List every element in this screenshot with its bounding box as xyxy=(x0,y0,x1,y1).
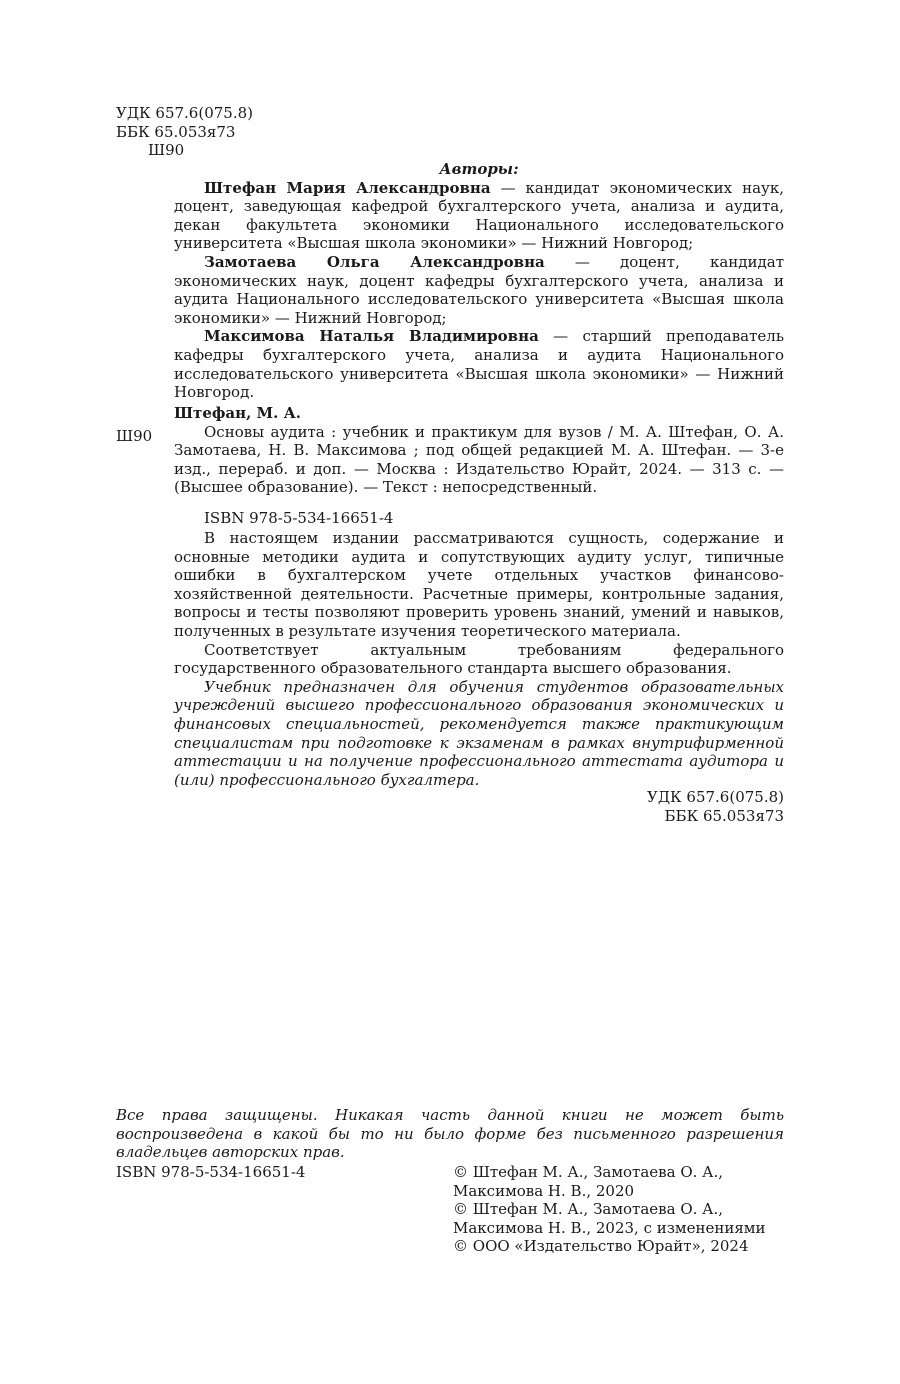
abstract-paragraph: Соответствует актуальным требованиям федерального государственного образовательного стандарта высшего образования. xyxy=(174,640,784,678)
bbk-code: ББК 65.053я73 xyxy=(116,122,236,141)
classification-block xyxy=(116,104,253,160)
author-mark: Ш90 xyxy=(148,141,185,160)
copyright-line: Максимова Н. В., 2023, с изменениями xyxy=(453,1218,766,1237)
bibliography-description: Основы аудита : учебник и практикум для вузов / М. А. Штефан, О. А. Замотаева, Н. В. Максимова ; под общей редакцией М. А. Штефан. — 3-е изд., перераб. и доп. — Москва : Издательство Юрайт, 2024. — 313 с. — (Высшее образование). — Текст : непосредственный. xyxy=(174,422,784,497)
bibliography-section xyxy=(174,404,784,528)
copyright-block xyxy=(453,1163,765,1256)
author-description: — доцент, кандидат экономических наук, доцент кафедры бухгалтерского учета, анализа и аудита Национального исследовательского университета «Высшая школа экономики» — Нижний Новгород; xyxy=(174,252,784,327)
author-name: Замотаева Ольга Александровна xyxy=(204,252,545,271)
author-entry xyxy=(174,253,784,327)
udk-code: УДК 657.6(075.8) xyxy=(116,104,253,122)
author-entry xyxy=(174,327,784,401)
copyright-line: © ООО «Издательство Юрайт», 2024 xyxy=(453,1237,749,1256)
bibliography-heading: Штефан, М. А. xyxy=(174,404,302,422)
author-name: Максимова Наталья Владимировна xyxy=(204,327,539,346)
copyright-line: © Штефан М. А., Замотаева О. А., xyxy=(453,1163,724,1181)
udk-code: УДК 657.6(075.8) xyxy=(647,788,784,806)
authors-heading: Авторы: xyxy=(439,160,519,178)
bibliography-author-mark: Ш90 xyxy=(116,427,153,445)
copyright-line: © Штефан М. А., Замотаева О. А., xyxy=(453,1200,724,1219)
footer-isbn: ISBN 978-5-534-16651-4 xyxy=(116,1163,306,1181)
author-name: Штефан Мария Александровна xyxy=(204,178,491,197)
abstract-section xyxy=(174,529,784,789)
copyright-line: Максимова Н. В., 2020 xyxy=(453,1181,635,1200)
rights-notice: Все права защищены. Никакая часть данной книги не может быть воспроизведена в какой бы то ни было форме без письменного разрешения владельцев авторских прав. xyxy=(116,1106,784,1162)
author-entry xyxy=(174,179,784,253)
abstract-audience: Учебник предназначен для обучения студентов образовательных учреждений высшего профессионального образования экономических и финансовых специальностей, рекомендуется также практикующим специалистам при подготовке к экзаменам в рамках внутрифирменной аттестации и на получение профессионального аттестата аудитора и (или) профессионального бухгалтера. xyxy=(174,677,784,789)
authors-section xyxy=(174,160,784,402)
abstract-paragraph: В настоящем издании рассматриваются сущность, содержание и основные методики аудита и сопутствующих аудиту услуг, типичные ошибки в бухгалтерском учете отдельных участков финансово-хозяйственной деятельности. Расчетные примеры, контрольные задания, вопросы и тесты позволяют проверить уровень знаний, умений и навыков, полученных в результате изучения теоретического материала. xyxy=(174,529,784,640)
author-description: — кандидат экономических наук, доцент, заведующая кафедрой бухгалтерского учета, анализа и аудита, декан факультета экономики Национального исследовательского университета «Высшая школа экономики» — Нижний Новгород; xyxy=(174,178,784,253)
classification-bottom xyxy=(174,788,784,825)
author-description: — старший преподаватель кафедры бухгалтерского учета, анализа и аудита Национального исследовательского университета «Высшая школа экономики» — Нижний Новгород. xyxy=(174,327,784,402)
bbk-code: ББК 65.053я73 xyxy=(664,806,784,825)
bibliography-isbn: ISBN 978-5-534-16651-4 xyxy=(204,508,394,527)
